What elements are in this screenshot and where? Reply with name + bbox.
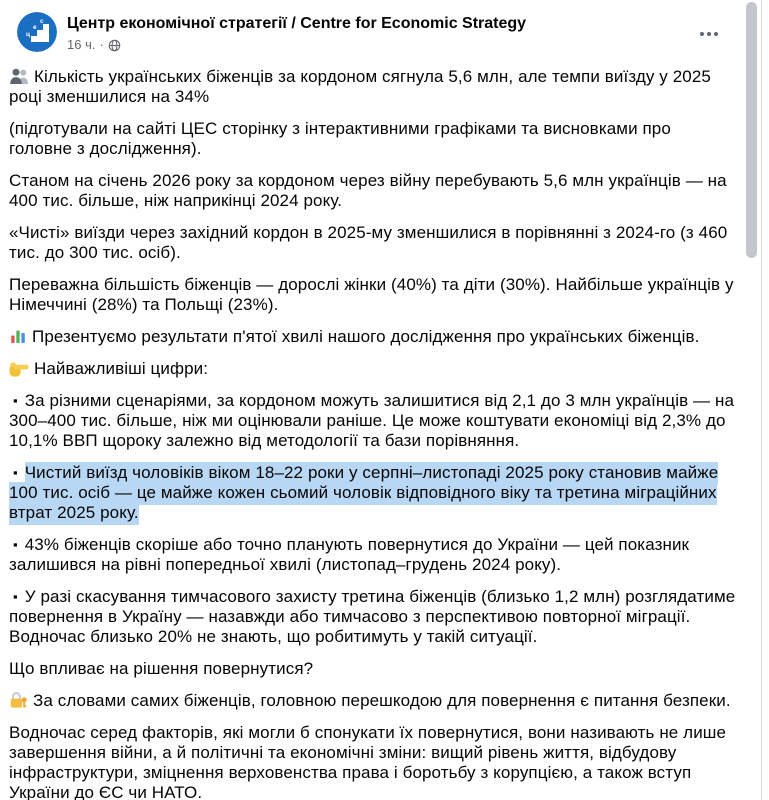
globe-icon bbox=[108, 39, 121, 52]
paragraph-text: Переважна більшість біженців — дорослі жінки (40%) та діти (30%). Найбільше українців у Німеччині (28%) та Польщі (23%). bbox=[9, 275, 734, 314]
paragraph-text: За різними сценаріями, за кордоном можуть залишитися від 2,1 до 3 млн українців — на 300–400 тис. більше, ніж ми оцінювали раніше. Це може коштувати економіці від 2,3% до 10,1% ВВП щороку залежно від методології та бази порівняння. bbox=[9, 391, 735, 450]
paragraph-text: Презентуємо результати п'ятої хвилі нашого дослідження про українських біженців. bbox=[32, 327, 700, 346]
post-meta bbox=[67, 37, 526, 52]
post-paragraph bbox=[9, 587, 737, 647]
bar-chart-icon bbox=[9, 327, 27, 345]
post-paragraph bbox=[9, 535, 737, 575]
three-dots-icon bbox=[714, 32, 718, 36]
post-paragraph bbox=[9, 691, 737, 711]
paragraph-text: (підготували на сайті ЦЕС сторінку з інтерактивними графіками та висновками про головне з дослідження). bbox=[9, 119, 671, 158]
post-paragraph-highlighted bbox=[9, 463, 737, 523]
post-text-body bbox=[0, 52, 769, 800]
paragraph-text: За словами самих біженців, головною перешкодою для повернення є питання безпеки. bbox=[33, 691, 731, 710]
avatar[interactable] bbox=[17, 12, 57, 52]
busts-in-silhouette-icon bbox=[9, 68, 29, 85]
paragraph-text: Що впливає на рішення повернутися? bbox=[9, 659, 314, 678]
paragraph-text: У разі скасування тимчасового захисту третина біженців (близько 1,2 млн) розглядатиме повернення в Україну — назавжди або тимчасово з перспективою повторної міграції. Водночас близько 20% не знають, що робитимуть у такій ситуації. bbox=[9, 587, 736, 646]
paragraph-text: Водночас серед факторів, які могли б спонукати їх повернутися, вони називають не лише завершення війни, а й політичні та економічні зміни: вищий рівень життя, відбудову інфраструктури, зміцнення верховенства права і боротьбу з корупцією, а також вступ України до ЄС чи НАТО. bbox=[9, 723, 727, 800]
bullet-marker: ▪ bbox=[13, 393, 18, 408]
avatar-letter-e: е bbox=[33, 24, 37, 31]
post-paragraph bbox=[9, 327, 737, 347]
paragraph-text: Кількість українських біженців за кордоном сягнула 5,6 млн, але темпи виїзду у 2025 році зменшилися на 34% bbox=[9, 67, 711, 106]
post-paragraph bbox=[9, 275, 737, 315]
post-paragraph bbox=[9, 67, 737, 107]
scrollbar-track bbox=[761, 0, 762, 800]
post-header bbox=[0, 0, 769, 52]
paragraph-text: Станом на січень 2026 року за кордоном через війну перебувають 5,6 млн українців — на 400 тис. більше, ніж наприкінці 2024 року. bbox=[9, 171, 727, 210]
post-paragraph bbox=[9, 391, 737, 451]
post-paragraph bbox=[9, 723, 737, 800]
post-paragraph bbox=[9, 659, 737, 679]
avatar-letter-s: с bbox=[40, 18, 44, 25]
bullet-marker: ▪ bbox=[13, 465, 18, 480]
three-dots-icon bbox=[707, 32, 711, 36]
lock-with-key-icon bbox=[9, 691, 28, 709]
post-paragraph bbox=[9, 119, 737, 159]
pointing-right-icon bbox=[9, 361, 29, 377]
post-paragraph bbox=[9, 359, 737, 379]
paragraph-text: «Чисті» виїзди через західний кордон в 2025-му зменшилися в порівнянні з 2024-го (з 460 тис. до 300 тис. осіб). bbox=[9, 223, 728, 262]
meta-separator: · bbox=[99, 37, 104, 52]
scrollbar-thumb[interactable] bbox=[746, 2, 757, 258]
post-paragraph bbox=[9, 223, 737, 263]
more-options-button[interactable] bbox=[693, 20, 725, 48]
post-paragraph bbox=[9, 171, 737, 211]
timestamp[interactable]: 16 ч. bbox=[67, 37, 96, 52]
avatar-letter-c1: ц bbox=[26, 31, 30, 38]
bullet-marker: ▪ bbox=[13, 589, 18, 604]
page-title[interactable]: Центр економічної стратегії / Centre for Economic Strategy bbox=[67, 15, 527, 32]
highlighted-text: Чистий виїзд чоловіків віком 18–22 роки у серпні–листопаді 2025 року становив майже 100 тис. осіб — це майже кожен сьомий чоловік відповідного віку та третина міграційних втрат 2025 року. bbox=[9, 462, 718, 525]
paragraph-text: 43% біженців скоріше або точно планують повернутися до України — цей показник залишився на рівні попередньої хвилі (листопад–грудень 2024 року). bbox=[9, 535, 690, 574]
header-info bbox=[67, 12, 526, 52]
bullet-marker: ▪ bbox=[13, 537, 18, 552]
three-dots-icon bbox=[700, 32, 704, 36]
paragraph-text: Найважливіші цифри: bbox=[34, 359, 209, 378]
